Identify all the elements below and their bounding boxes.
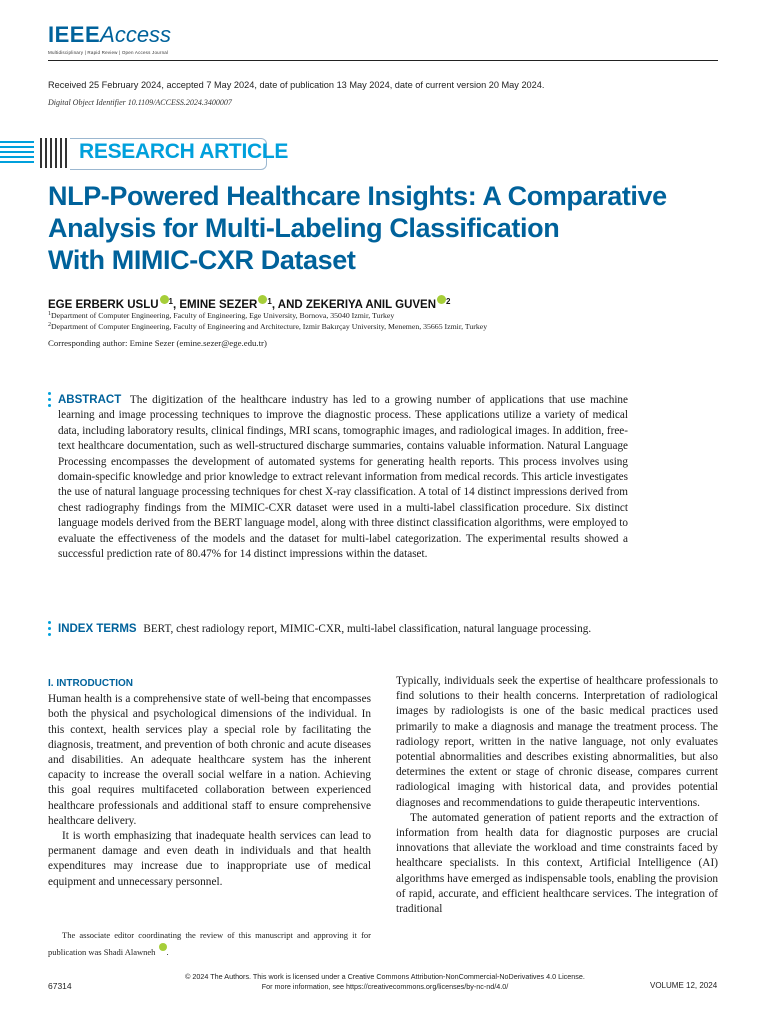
author-name: EMINE SEZER [179,299,258,311]
body-column-left [48,676,371,890]
author-name: AND ZEKERIYA ANIL GUVEN [277,299,437,311]
footnote-text: The associate editor coordinating the review of this manuscript and approving it for publication was Shadi Alawneh [48,930,371,957]
editor-footnote [48,928,371,959]
abstract [58,393,628,562]
journal-brand-ieee: IEEE [48,22,101,47]
affiliation [48,322,487,331]
journal-tagline: Multidisciplinary | Rapid Review | Open Access Journal [48,50,169,55]
title-line: Analysis for Multi-Labeling Classification [48,213,560,243]
paragraph: Typically, individuals seek the expertise of healthcare professionals to find solutions to their health concerns. Interpretation of radiological images by radiologists is one of the basic medical practices used primarily to make a diagnosis and manage the treatment process. The radiology report, written in the native language, not only evaluates potential abnormalities and describes existing abnormalities, but also determines the extent or stage of chronic disease, compares current radiological imaging with historical data, and provides potential diagnoses and recommendations to guide therapeutic interventions. [396,675,718,809]
author-affiliation-marker: 1 [267,297,272,306]
affiliation-marker: 2 [48,322,51,328]
banner-stripes-icon [0,136,72,170]
journal-logo [48,22,171,55]
license-notice [120,972,650,991]
index-terms-dots-icon [48,621,51,639]
author-list: EGE ERBERK USLU $^1$, EMINE SEZER $^1$, AND ZEKERIYA ANIL GUVEN $^2$ [48,297,451,311]
doi[interactable]: Digital Object Identifier 10.1109/ACCESS.2024.3400007 [48,98,232,107]
affiliation-marker: 1 [48,311,51,317]
author-affiliation-marker: 1 [168,297,173,306]
page-number: 67314 [48,981,72,991]
index-terms [58,622,628,637]
orcid-icon[interactable] [258,295,267,304]
abstract-label: ABSTRACT [58,394,122,406]
orcid-icon[interactable] [437,295,446,304]
footnote-end: . [166,946,169,957]
index-terms-label: INDEX TERMS [58,623,137,635]
article-type-label: RESEARCH ARTICLE [79,140,289,163]
author-name: EGE ERBERK USLU [48,299,159,311]
volume-info: VOLUME 12, 2024 [650,981,718,990]
orcid-icon[interactable] [160,295,169,304]
body-column-right [396,674,718,917]
affiliation-text: Department of Computer Engineering, Faculty of Engineering, Ege University, Bornova, 35040 Izmir, Turkey [51,311,395,320]
paragraph: Human health is a comprehensive state of well-being that encompasses both the physical and psychological dimensions of the individual. In this context, health services play a special role by facilitating the diagnosis, treatment, and prevention of both chronic and acute diseases and disabilities. An adequate healthcare system has the inherent capacity to increase the overall social welfare in a nation. Achieving this goal requires multifaceted collaboration between experienced healthcare professionals and additional staff to ensure comprehensive healthcare delivery. [48,693,371,827]
license-link[interactable]: For more information, see https://creativecommons.org/licenses/by-nc-nd/4.0/ [261,981,509,991]
orcid-icon[interactable] [159,943,167,951]
affiliation [48,311,394,320]
journal-brand-access: Access [100,22,172,47]
index-terms-text: BERT, chest radiology report, MIMIC-CXR, multi-label classification, natural language processing. [143,623,592,635]
title-line: NLP-Powered Healthcare Insights: A Comparative [48,181,667,211]
corresponding-author: Corresponding author: Emine Sezer (emine.sezer@ege.edu.tr) [48,338,267,348]
paper-title [48,180,728,276]
title-line: With MIMIC-CXR Dataset [48,245,356,275]
paragraph: The automated generation of patient reports and the extraction of information from health data for diagnostic purposes are crucial innovations that alleviate the workload and time constraints faced by healthcare specialists. In this context, Artificial Intelligence (AI) algorithms have emerged as indispensable tools, enabling the provision of rapid, accurate, and efficient healthcare services. The integration of traditional [396,811,718,916]
section-heading: I. INTRODUCTION [48,678,133,689]
paragraph: It is worth emphasizing that inadequate health services can lead to permanent damage and even death in individuals and that health expenditures may increase due to inappropriate use of medical equipment and unnecessary personnel. [48,830,371,888]
abstract-dots-icon [48,392,51,410]
publication-dates: Received 25 February 2024, accepted 7 May 2024, date of publication 13 May 2024, date of current version 20 May 2024. [48,80,545,90]
header-divider [48,60,718,61]
abstract-text: The digitization of the healthcare industry has led to a growing number of applications that use machine learning and image processing techniques to improve the diagnostic process. These applications utilize a variety of medical data, including laboratory results, clinical findings, MRI scans, tomographic images, and radiological images. In addition, free-text healthcare documentation, such as well-structured discharge summaries, contains valuable information. Natural Language Processing encompasses the development of automated systems for generating health reports. This process involves using domain-specific knowledge and prior knowledge to extract relevant information from medical records. This article investigates the use of natural language processing techniques for chest X-ray classification. A total of 14 distinct impressions derived from chest radiography findings from the MIMIC-CXR dataset were used in a multi-label classification procedure. Six distinct language models derived from the BERT language model, along with three distinct classification algorithms, were employed to evaluate the effectiveness of the models and the dataset for multi-label categorization. The experimental results showed a successful prediction rate of 80.47% for 14 distinct impressions within the dataset. [58,394,628,561]
license-line: © 2024 The Authors. This work is licensed under a Creative Commons Attribution-NonCommercial-NoDerivatives 4.0 License. [185,972,585,981]
author-affiliation-marker: 2 [446,297,451,306]
affiliation-text: Department of Computer Engineering, Faculty of Engineering and Architecture, Izmir Bakırçay University, Menemen, 35665 Izmir, Turkey [51,322,488,331]
